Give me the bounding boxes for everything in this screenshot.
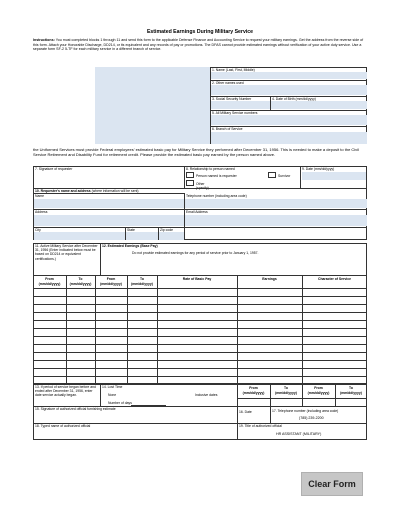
email-label: Email Address [186,210,208,214]
requester-name-address-label: 10. Requester's name and address (where information will be sent) [35,189,139,193]
city-label: City [35,228,41,232]
branch-label: 6. Branch of Service [212,127,243,131]
inclusive-dates-label: Inclusive dates [195,393,218,397]
lost-to-2: To [349,386,353,390]
signature-official-label: 15. Signature of authorized official furnishing estimate [35,407,116,411]
col-to-1-fmt: (mm/dd/yyyy) [69,282,92,286]
period-begun-label: 13. If period of service began before and ended after December 31, 1956, enter date service actually began. [35,385,96,398]
address-label: Address [35,210,48,214]
deposit-paragraph: the Uniformed Services must provide Federal employees' estimated basic pay for Military Service they performed after December 31, 1956. This is needed to make a deposit to the Civil Service Retirement and Disability Fund for retirement credit. Please provide the estimated basic pay earned by the person named above. [33,147,359,158]
instructions [33,38,367,52]
relationship-label: 8. Relationship to person named [186,167,235,171]
col-rate: Rate of Basic Pay [182,277,212,281]
person-named-label: Person named is requester [196,173,237,178]
col-from-2: From [106,277,116,281]
instructions-text: You must completed blocks 1 through 11 and send this form to the applicable Defense Finance and Accounting Service to request your military earnings. Get the address from the reverse side of this form. Attach your Honorable Discharge, DD214, or its equivalent and any records of pay or promotions. The DFAS cannot provide estimated earnings without verification of your active duty service. Use a separate form SF-2 5-TF for each military service in a different branch of service. [33,38,364,52]
official-title-label: 19. Title of authorized official [239,424,282,428]
active-service-label: 11. Active Military Service after December 31, 1956 (Enter indicated below must be based on DD214 or equivalent certifications.) [35,244,98,261]
col-to-1: To [78,277,83,281]
other-names-label: 2. Other names used [212,81,244,85]
state-input[interactable] [126,232,158,240]
lost-to-1: To [284,386,288,390]
address-input[interactable] [34,215,184,226]
service-table [33,243,367,384]
signature-requester-label: 7. Signature of requester [35,167,73,171]
state-label: State [127,228,135,232]
col-from-2-fmt: (mm/dd/yyyy) [100,282,122,286]
form-title: Estimated Earnings During Military Service [146,29,254,35]
col-from-1-fmt: (mm/dd/yyyy) [38,282,61,286]
official-telephone-value[interactable]: (785) 239-2200 [299,416,324,420]
lost-from-1-fmt: (mm/dd/yyyy) [242,391,265,395]
requester-name-label: Name [35,194,45,198]
ssn-input[interactable] [211,101,270,109]
requester-name-input[interactable] [34,199,184,208]
address-block[interactable] [95,67,210,144]
col-from-1: From [45,277,54,281]
lost-from-1: From [249,386,258,390]
name-input[interactable] [211,72,367,79]
dob-input[interactable] [271,101,367,109]
lost-from-2-fmt: (mm/dd/yyyy) [307,391,330,395]
service-numbers-label: 5. All Military Service numbers [212,111,258,115]
none-label: None [108,393,117,397]
zip-label: Zip code [160,228,174,232]
name-label: 1. Name (Last, First, Middle) [212,67,255,72]
instructions-label: Instructions: [33,38,55,42]
estimated-earnings-label: 12. Estimated Earnings (Base Pay) [102,244,158,248]
ssn-label: 3. Social Security Number [212,97,252,101]
official-title-value[interactable]: HR ASSISTANT (MILITARY) [276,432,322,436]
lost-from-2: From [314,386,323,390]
lost-time-label: 14. Lost Time [102,385,123,389]
date-requester-label: 9. Date (mm/dd/yyyy) [302,167,335,171]
person-named-checkbox[interactable] [186,172,194,178]
survivor-label: Survivor [278,173,291,178]
number-of-days-label: Number of days [108,401,132,405]
other-label: Other [196,181,205,186]
col-earnings: Earnings [262,277,277,281]
col-to-2-fmt: (mm/dd/yyyy) [131,282,153,286]
email-input[interactable] [185,215,367,226]
survivor-checkbox[interactable] [268,172,276,178]
branch-input[interactable] [211,132,367,144]
lost-to-2-fmt: (mm/dd/yyyy) [340,391,362,395]
telephone-input[interactable] [185,199,367,208]
official-date-label: 16. Date [239,410,252,414]
zip-input[interactable] [159,232,184,240]
service-numbers-input[interactable] [211,115,367,125]
clear-form-button[interactable]: Clear Form [301,472,363,496]
date-requester-input[interactable] [302,172,366,180]
estimated-note: Do not provide estimated earnings for any period of service prior to January 1, 1957. [132,251,259,255]
other-names-input[interactable] [211,85,367,95]
other-checkbox[interactable] [186,180,194,186]
dob-label: 4. Date of Birth (mm/dd/yyyy) [272,97,316,101]
lost-to-1-fmt: (mm/dd/yyyy) [275,391,297,395]
specify-label: (specify) [196,186,209,190]
col-to-2: To [140,277,144,281]
city-input[interactable] [34,232,125,240]
typed-name-label: 18. Typed name of authorized official [35,424,91,428]
telephone-label: Telephone number (including area code) [186,194,247,198]
col-character: Character of Service [318,277,351,281]
official-telephone-label: 17. Telephone number (including area code) [272,409,339,413]
